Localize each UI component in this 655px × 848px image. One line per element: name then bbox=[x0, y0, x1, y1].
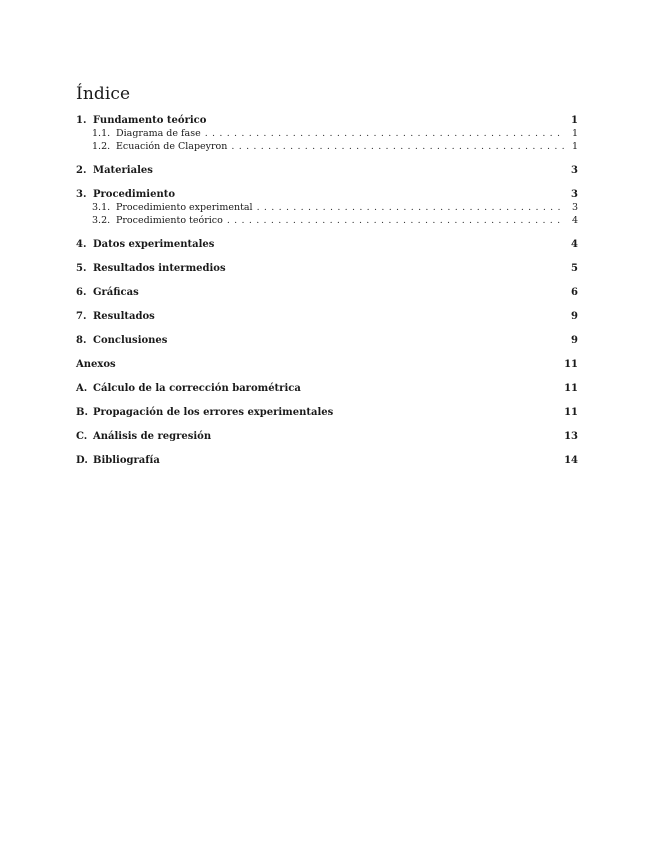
toc-spacer bbox=[76, 371, 578, 382]
toc-section-entry[interactable] bbox=[76, 262, 578, 275]
toc-section-entry[interactable] bbox=[76, 238, 578, 251]
toc-page-number: 3 bbox=[571, 189, 578, 200]
toc-subsection-entry[interactable] bbox=[76, 140, 578, 153]
toc-page-number: 13 bbox=[564, 431, 578, 442]
toc-subsection-number: 1.2. bbox=[92, 141, 111, 152]
toc-page-number: 4 bbox=[571, 215, 578, 226]
toc-section-entry[interactable] bbox=[76, 454, 578, 467]
toc-section-label: Cálculo de la corrección barométrica bbox=[93, 383, 301, 394]
toc-section-label: Conclusiones bbox=[93, 335, 168, 346]
dot-leader bbox=[227, 214, 564, 227]
toc-spacer bbox=[76, 153, 578, 164]
toc-spacer bbox=[76, 419, 578, 430]
toc-section-label: Bibliografía bbox=[93, 455, 160, 466]
toc-subsection-label: Procedimiento teórico bbox=[116, 215, 223, 226]
toc-section-entry[interactable] bbox=[76, 188, 578, 201]
toc-subsection-label: Diagrama de fase bbox=[116, 128, 201, 139]
toc-section-entry[interactable] bbox=[76, 164, 578, 177]
dot-leader bbox=[231, 140, 564, 153]
toc-section-label: Datos experimentales bbox=[93, 239, 215, 250]
toc-subsection-label: Procedimiento experimental bbox=[116, 202, 253, 213]
toc-spacer bbox=[76, 347, 578, 358]
toc-section-number: 3. bbox=[76, 189, 87, 200]
toc-page-number: 4 bbox=[571, 239, 578, 250]
toc-page-number: 9 bbox=[571, 311, 578, 322]
toc-subsection-number: 3.2. bbox=[92, 215, 111, 226]
toc-section-number: A. bbox=[76, 383, 88, 394]
toc-spacer bbox=[76, 227, 578, 238]
toc-section-label: Resultados intermedios bbox=[93, 263, 226, 274]
toc-section-label: Propagación de los errores experimentales bbox=[93, 407, 334, 418]
toc-subsection-entry[interactable] bbox=[76, 201, 578, 214]
toc-page-number: 3 bbox=[571, 202, 578, 213]
toc-subsection-entry[interactable] bbox=[76, 214, 578, 227]
toc-section-label: Análisis de regresión bbox=[93, 431, 212, 442]
toc-page-number: 9 bbox=[571, 335, 578, 346]
toc-section-label: Anexos bbox=[76, 359, 116, 370]
toc-page-number: 11 bbox=[564, 407, 578, 418]
toc-spacer bbox=[76, 323, 578, 334]
toc-page-number: 3 bbox=[571, 165, 578, 176]
toc-section-entry[interactable] bbox=[76, 310, 578, 323]
table-of-contents bbox=[76, 114, 578, 467]
toc-section-number: 5. bbox=[76, 263, 87, 274]
toc-spacer bbox=[76, 395, 578, 406]
toc-section-number: 7. bbox=[76, 311, 87, 322]
toc-section-entry[interactable] bbox=[76, 114, 578, 127]
toc-subsection-label: Ecuación de Clapeyron bbox=[116, 141, 228, 152]
toc-section-number: 6. bbox=[76, 287, 87, 298]
toc-section-number: C. bbox=[76, 431, 88, 442]
toc-page-number: 11 bbox=[564, 359, 578, 370]
toc-section-number: 8. bbox=[76, 335, 87, 346]
toc-section-number: D. bbox=[76, 455, 88, 466]
document-page bbox=[76, 84, 578, 467]
toc-spacer bbox=[76, 299, 578, 310]
toc-page-number: 5 bbox=[571, 263, 578, 274]
toc-section-entry[interactable] bbox=[76, 406, 578, 419]
dot-leader bbox=[205, 127, 564, 140]
toc-section-number: B. bbox=[76, 407, 88, 418]
toc-subsection-number: 3.1. bbox=[92, 202, 111, 213]
toc-page-number: 14 bbox=[564, 455, 578, 466]
toc-section-label: Resultados bbox=[93, 311, 155, 322]
toc-section-label: Procedimiento bbox=[93, 189, 176, 200]
toc-section-number: 1. bbox=[76, 115, 87, 126]
toc-page-number: 1 bbox=[571, 128, 578, 139]
toc-spacer bbox=[76, 275, 578, 286]
toc-subsection-entry[interactable] bbox=[76, 127, 578, 140]
toc-section-number: 4. bbox=[76, 239, 87, 250]
toc-section-entry[interactable] bbox=[76, 358, 578, 371]
toc-page-number: 11 bbox=[564, 383, 578, 394]
toc-section-label: Materiales bbox=[93, 165, 153, 176]
dot-leader bbox=[257, 201, 564, 214]
toc-spacer bbox=[76, 251, 578, 262]
toc-section-entry[interactable] bbox=[76, 286, 578, 299]
toc-page-number: 1 bbox=[571, 141, 578, 152]
toc-section-entry[interactable] bbox=[76, 382, 578, 395]
toc-spacer bbox=[76, 443, 578, 454]
toc-subsection-number: 1.1. bbox=[92, 128, 111, 139]
toc-section-label: Gráficas bbox=[93, 287, 139, 298]
toc-section-entry[interactable] bbox=[76, 430, 578, 443]
toc-spacer bbox=[76, 177, 578, 188]
toc-page-number: 6 bbox=[571, 287, 578, 298]
toc-section-number: 2. bbox=[76, 165, 87, 176]
toc-section-label: Fundamento teórico bbox=[93, 115, 207, 126]
toc-title: Índice bbox=[76, 84, 131, 104]
toc-page-number: 1 bbox=[571, 115, 578, 126]
toc-section-entry[interactable] bbox=[76, 334, 578, 347]
